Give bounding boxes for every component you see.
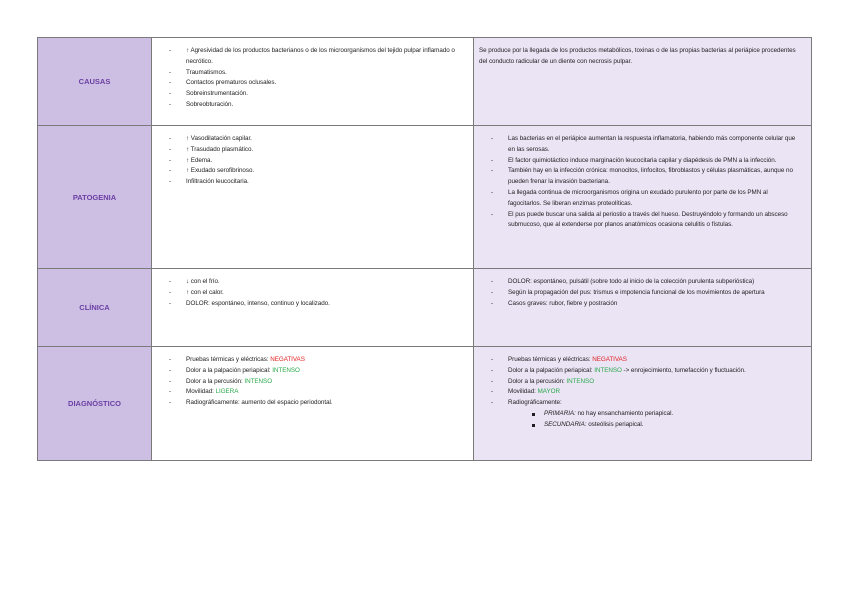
secundaria-label: SECUNDARIA: [544, 420, 587, 428]
percusion-value: INTENSO [566, 377, 595, 385]
row-header-clinica: CLÍNICA [38, 269, 152, 347]
list-item: - Sobreinstrumentación. [164, 89, 461, 100]
radio-sublist [508, 409, 799, 431]
row-header-patogenia: PATOGENIA [38, 126, 152, 269]
primaria-text: no hay ensanchamiento periapical. [575, 409, 674, 417]
movilidad-value: MAYOR [537, 388, 560, 396]
palpacion-value: INTENSO [594, 366, 622, 374]
list-item: - Infiltración leucocitaria. [164, 177, 461, 188]
list-item [164, 377, 461, 388]
causas-col1-cell [152, 38, 474, 126]
row-causas [38, 38, 812, 126]
row-clinica [38, 269, 812, 347]
list-item: - ↑ Exudado serofibrinoso. [164, 166, 461, 177]
clinica-col2-cell [474, 269, 812, 347]
termicas-value: NEGATIVAS [592, 356, 627, 363]
list-item: - ↑ Vasodilatación capilar. [164, 134, 461, 145]
list-item: - El factor quimiotáctico induce marginación leucocitaria capilar y diapédesis de PMN a la infección. [486, 156, 799, 167]
list-item: - Las bacterias en el periápice aumentan la respuesta inflamatoria, habiendo más componente celular que en las serosas. [486, 134, 799, 156]
palpacion-value: INTENSO [272, 366, 300, 374]
patogenia-col2-list [486, 134, 799, 231]
row-diagnostico [38, 347, 812, 461]
list-item [508, 420, 799, 431]
percusion-label: Dolor a la percusión: [186, 377, 243, 385]
clinica-col1-list [164, 277, 461, 309]
list-item: - La llegada continua de microorganismos origina un exudado purulento por parte de los PMN al fagocitarlos. Se liberan enzimas proteolíticas. [486, 188, 799, 210]
list-item [486, 398, 799, 430]
list-item: - DOLOR: espontáneo, intenso, continuo y localizado. [164, 299, 461, 310]
clinica-col1-cell [152, 269, 474, 347]
percusion-value: INTENSO [244, 377, 273, 385]
causas-col1-list [164, 46, 461, 111]
palpacion-extra: -> enrojecimiento, tumefacción y fluctuación. [621, 366, 746, 374]
list-item [486, 377, 799, 388]
palpacion-label: Dolor a la palpación periapical: [186, 366, 271, 374]
termicas-value: NEGATIVAS [270, 356, 305, 363]
secundaria-text: osteólisis periapical. [586, 420, 644, 428]
list-item: - ↑ con el calor. [164, 288, 461, 299]
list-item: - Según la propagación del pus: trismus e impotencia funcional de los movimientos de apertura [486, 288, 799, 299]
termicas-label: Pruebas térmicas y eléctricas: [186, 356, 269, 363]
row-patogenia [38, 126, 812, 269]
causas-col2-text: Se produce por la llegada de los productos metabólicos, toxinas o de las propias bacterias al periápice procedentes del conducto radicular de un diente con necrosis pulpar. [479, 47, 796, 65]
comparison-table [37, 37, 812, 461]
list-item [164, 355, 461, 366]
list-item: - ↑ Trasudado plasmático. [164, 145, 461, 156]
movilidad-value: LIGERA [215, 388, 239, 396]
list-item [164, 366, 461, 377]
movilidad-label: Movilidad: [508, 388, 536, 396]
list-item [486, 355, 799, 366]
causas-col2-cell [474, 38, 812, 126]
movilidad-label: Movilidad: [186, 388, 214, 396]
list-item [486, 387, 799, 398]
clinica-col2-list [486, 277, 799, 309]
diagnostico-col1-cell [152, 347, 474, 461]
list-item: - Contactos prematuros oclusales. [164, 78, 461, 89]
patogenia-col2-cell [474, 126, 812, 269]
list-item: - Casos graves: rubor, fiebre y postración [486, 299, 799, 310]
patogenia-col1-list [164, 134, 461, 188]
list-item: - También hay en la infección crónica: monocitos, linfocitos, fibroblastos y células plasmáticas, aunque no pueden frenar la invasión bacteriana. [486, 166, 799, 188]
row-header-diagnostico: DIAGNÓSTICO [38, 347, 152, 461]
list-item: - Sobreobturación. [164, 100, 461, 111]
list-item: - ↑ Edema. [164, 156, 461, 167]
list-item [486, 366, 799, 377]
primaria-label: PRIMARIA: [544, 409, 576, 417]
list-item: - Radiográficamente: aumento del espacio periodontal. [164, 398, 461, 409]
radio-label: Radiográficamente: [508, 399, 562, 407]
list-item: - El pus puede buscar una salida al periostio a través del hueso. Destruyéndolo y formando un absceso submucoso, que al extenderse por planos anatómicos ocasiona celulitis o fístulas. [486, 210, 799, 232]
row-header-causas: CAUSAS [38, 38, 152, 126]
list-item [164, 387, 461, 398]
percusion-label: Dolor a la percusión: [508, 377, 565, 385]
diagnostico-col2-cell [474, 347, 812, 461]
diagnostico-col2-list [486, 355, 799, 431]
palpacion-label: Dolor a la palpación periapical: [508, 366, 593, 374]
list-item: - ↓ con el frío. [164, 277, 461, 288]
patogenia-col1-cell [152, 126, 474, 269]
list-item: - ↑ Agresividad de los productos bacterianos o de los microorganismos del tejido pulpar inflamado o necrótico. [164, 46, 461, 68]
termicas-label: Pruebas térmicas y eléctricas: [508, 356, 591, 363]
diagnostico-col1-list [164, 355, 461, 409]
list-item: - Traumatismos. [164, 68, 461, 79]
list-item: - DOLOR: espontáneo, pulsátil (sobre todo al inicio de la colección purulenta subperióstica) [486, 277, 799, 288]
list-item [508, 409, 799, 420]
